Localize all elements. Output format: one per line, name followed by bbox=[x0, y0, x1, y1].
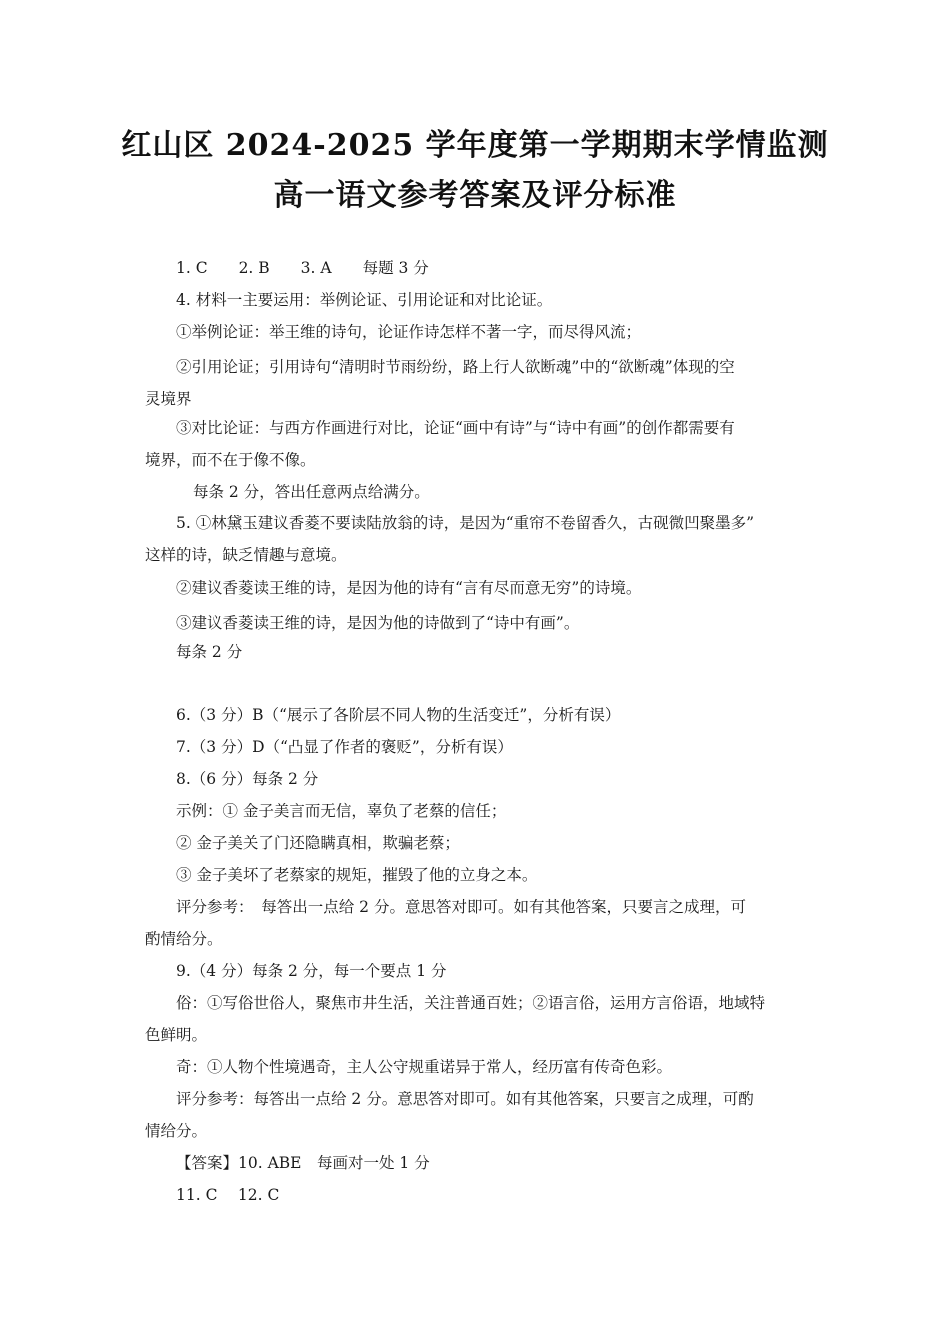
answer-line-4-point2: ②引用论证；引用诗句“清明时节雨纷纷，路上行人欲断魂”中的“欲断魂”体现的空 bbox=[176, 358, 735, 376]
answer-line-9-su: 俗：①写俗世俗人，聚焦市井生活，关注普通百姓；②语言俗，运用方言俗语，地域特 bbox=[176, 994, 766, 1012]
answer-line-8-example2: ② 金子美关了门还隐瞒真相，欺骗老蔡； bbox=[176, 834, 460, 852]
answer-line-4-point2-cont: 灵境界 bbox=[145, 390, 192, 408]
answer-line-5: 5. ①林黛玉建议香菱不要读陆放翁的诗，是因为“重帘不卷留香久，古砚微凹聚墨多” bbox=[176, 514, 755, 532]
answer-line-5-point3: ③建议香菱读王维的诗，是因为他的诗做到了“诗中有画”。 bbox=[176, 614, 580, 632]
answer-line-9-scoring-cont: 情给分。 bbox=[145, 1122, 208, 1140]
answer-line-8-example1: 示例：① 金子美言而无信，辜负了老蔡的信任； bbox=[176, 802, 507, 820]
answer-line-5-point2: ②建议香菱读王维的诗，是因为他的诗有“言有尽而意无穷”的诗境。 bbox=[176, 579, 642, 597]
answer-line-10: 【答案】10. ABE 每画对一处 1 分 bbox=[176, 1154, 430, 1172]
answer-line-9-qi: 奇：①人物个性境遇奇，主人公守规重诺异于常人，经历富有传奇色彩。 bbox=[176, 1058, 673, 1076]
page-title: 红山区 2024-2025 学年度第一学期期末学情监测 bbox=[121, 128, 829, 163]
answer-line-8-scoring-cont: 酌情给分。 bbox=[145, 930, 223, 948]
answer-line-8-example3: ③ 金子美坏了老蔡家的规矩，摧毁了他的立身之本。 bbox=[176, 866, 538, 884]
answer-line-11-12: 11. C 12. C bbox=[176, 1186, 280, 1204]
answer-line-6: 6.（3 分）B（“展示了各阶层不同人物的生活变迁”，分析有误） bbox=[176, 706, 621, 724]
answer-line-4-scoring: 每条 2 分，答出任意两点给满分。 bbox=[193, 483, 430, 501]
answer-line-7: 7.（3 分）D（“凸显了作者的褒贬”，分析有误） bbox=[176, 738, 513, 756]
answer-line-8: 8.（6 分）每条 2 分 bbox=[176, 770, 319, 788]
answer-line-8-scoring: 评分参考： 每答出一点给 2 分。意思答对即可。如有其他答案，只要言之成理，可 bbox=[176, 898, 746, 916]
answer-line-9-su-cont: 色鲜明。 bbox=[145, 1026, 208, 1044]
answer-line-5-scoring: 每条 2 分 bbox=[176, 643, 243, 661]
answer-line-4: 4. 材料一主要运用：举例论证、引用论证和对比论证。 bbox=[176, 291, 553, 309]
page-subtitle: 高一语文参考答案及评分标准 bbox=[273, 178, 677, 213]
answer-line-9: 9.（4 分）每条 2 分，每一个要点 1 分 bbox=[176, 962, 447, 980]
answer-line-4-point1: ①举例论证：举王维的诗句，论证作诗怎样不著一字，而尽得风流； bbox=[176, 323, 642, 341]
answer-line-9-scoring: 评分参考：每答出一点给 2 分。意思答对即可。如有其他答案，只要言之成理，可酌 bbox=[176, 1090, 754, 1108]
answer-line-5-cont: 这样的诗，缺乏情趣与意境。 bbox=[145, 546, 347, 564]
answer-line-4-point3-cont: 境界，而不在于像不像。 bbox=[145, 451, 316, 469]
answer-line-1-3: 1. C 2. B 3. A 每题 3 分 bbox=[176, 259, 429, 277]
answer-line-4-point3: ③对比论证：与西方作画进行对比，论证“画中有诗”与“诗中有画”的创作都需要有 bbox=[176, 419, 735, 437]
